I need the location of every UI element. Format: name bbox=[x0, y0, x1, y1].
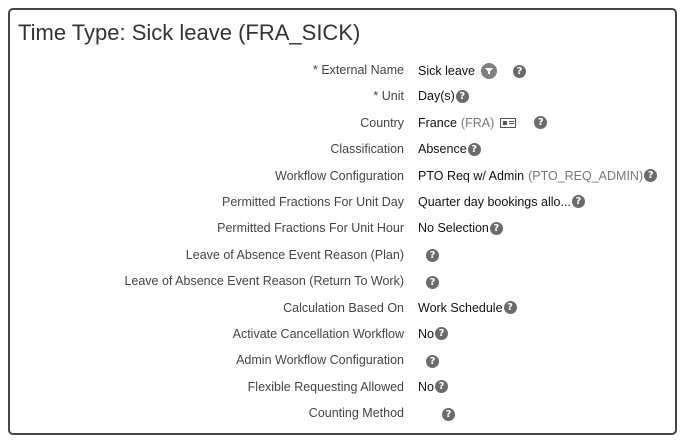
help-icon[interactable]: ? bbox=[572, 195, 585, 208]
help-icon[interactable]: ? bbox=[456, 90, 469, 103]
field-label: Calculation Based On bbox=[283, 300, 404, 315]
field-label: Classification bbox=[330, 142, 404, 157]
counting-method-value bbox=[418, 406, 455, 422]
field-label: * External Name bbox=[312, 63, 404, 77]
field-value: PTO Req w/ Admin bbox=[418, 168, 525, 183]
field-value: No bbox=[418, 326, 434, 341]
field-value: Day(s) bbox=[418, 89, 455, 104]
page-title: Time Type: Sick leave (FRA_SICK) bbox=[18, 20, 361, 45]
field-row-unit bbox=[10, 84, 675, 110]
classification-value bbox=[418, 142, 481, 156]
help-icon[interactable]: ? bbox=[435, 327, 448, 340]
fractions-day-value bbox=[418, 195, 585, 209]
field-label: * Unit bbox=[373, 89, 404, 104]
help-icon[interactable]: ? bbox=[490, 222, 503, 235]
field-row-cancellation-workflow bbox=[10, 322, 675, 348]
field-value: No bbox=[418, 379, 434, 394]
field-label: Leave of Absence Event Reason (Return To Work) bbox=[124, 274, 404, 289]
field-label: Counting Method bbox=[308, 406, 404, 421]
field-row-fractions-hour bbox=[10, 216, 675, 242]
field-row-classification bbox=[10, 137, 675, 163]
field-row-calculation-based-on bbox=[10, 296, 675, 322]
help-icon[interactable]: ? bbox=[504, 301, 517, 314]
field-value: Work Schedule bbox=[418, 300, 503, 315]
field-label: Admin Workflow Configuration bbox=[236, 353, 404, 368]
field-label: Workflow Configuration bbox=[275, 168, 404, 183]
field-value: Absence bbox=[418, 142, 467, 157]
field-label: Activate Cancellation Workflow bbox=[232, 326, 404, 341]
loa-return-value bbox=[418, 274, 439, 290]
field-label: Country bbox=[360, 115, 404, 130]
cancellation-workflow-value bbox=[418, 327, 448, 341]
external-name-value bbox=[418, 63, 526, 79]
country-value bbox=[418, 116, 547, 130]
field-label: Permitted Fractions For Unit Day bbox=[222, 194, 404, 209]
field-row-fractions-day bbox=[10, 190, 675, 216]
filter-glyph bbox=[484, 66, 494, 76]
field-row-counting-method bbox=[10, 401, 675, 427]
field-value: No Selection bbox=[418, 221, 489, 236]
workflow-code: (PTO_REQ_ADMIN) bbox=[528, 168, 644, 183]
field-value: France bbox=[418, 115, 457, 130]
time-type-panel bbox=[8, 8, 677, 435]
help-icon[interactable]: ? bbox=[468, 143, 481, 156]
help-icon[interactable]: ? bbox=[513, 65, 526, 78]
field-label: Flexible Requesting Allowed bbox=[247, 379, 404, 394]
loa-plan-value bbox=[418, 248, 439, 264]
calculation-based-on-value bbox=[418, 301, 517, 315]
country-card-icon[interactable] bbox=[500, 118, 516, 128]
flexible-requesting-value bbox=[418, 380, 448, 394]
field-row-flexible-requesting bbox=[10, 375, 675, 401]
help-icon[interactable]: ? bbox=[644, 169, 657, 182]
field-value: Sick leave bbox=[418, 64, 475, 78]
field-row-admin-workflow bbox=[10, 348, 675, 374]
field-row-loa-plan bbox=[10, 243, 675, 269]
help-icon[interactable]: ? bbox=[426, 249, 439, 262]
admin-workflow-value bbox=[418, 353, 439, 369]
field-row-external-name bbox=[10, 58, 675, 84]
help-icon[interactable]: ? bbox=[426, 276, 439, 289]
field-row-workflow-configuration bbox=[10, 164, 675, 190]
help-icon[interactable]: ? bbox=[534, 116, 547, 129]
fractions-hour-value bbox=[418, 221, 503, 235]
field-label: Leave of Absence Event Reason (Plan) bbox=[185, 247, 404, 262]
field-list bbox=[10, 58, 675, 427]
help-icon[interactable]: ? bbox=[442, 408, 455, 421]
field-row-loa-return bbox=[10, 269, 675, 295]
country-code: (FRA) bbox=[460, 115, 495, 130]
help-icon[interactable]: ? bbox=[426, 355, 439, 368]
translate-icon[interactable] bbox=[481, 63, 497, 79]
field-row-country bbox=[10, 111, 675, 137]
field-value: Quarter day bookings allo... bbox=[418, 194, 571, 209]
field-label: Permitted Fractions For Unit Hour bbox=[217, 221, 404, 236]
help-icon[interactable]: ? bbox=[435, 380, 448, 393]
unit-value bbox=[418, 89, 469, 103]
workflow-configuration-value bbox=[418, 169, 657, 183]
